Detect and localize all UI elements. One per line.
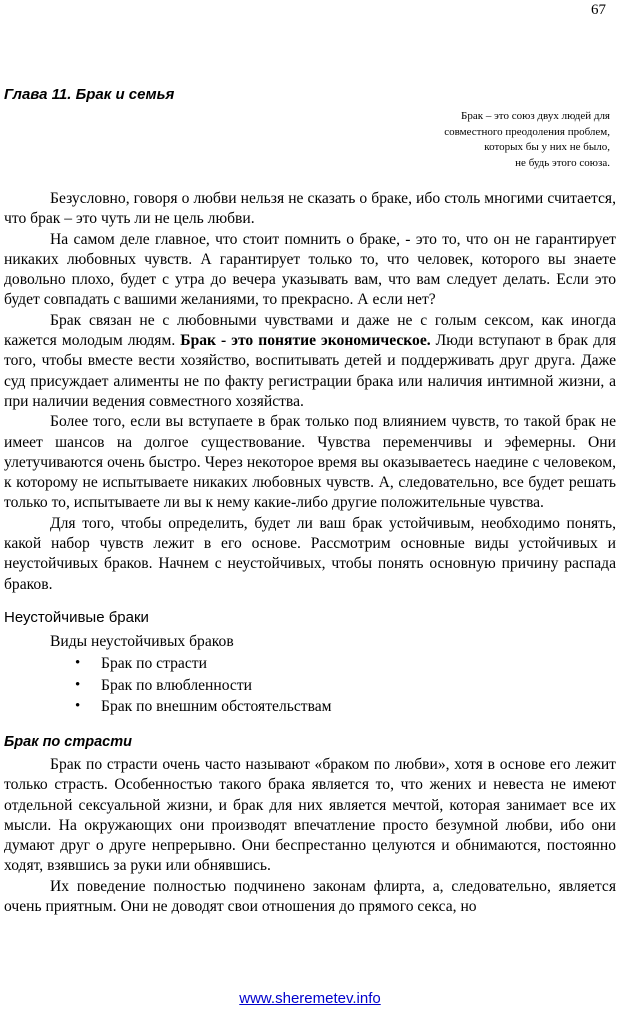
paragraph: Их поведение полностью подчинено законам флирта, а, следовательно, является очень приятным. Они не доводят свои отношения до прямого секса, но bbox=[4, 877, 616, 916]
epigraph bbox=[444, 109, 610, 172]
subsection-heading: Брак по страсти bbox=[4, 733, 133, 750]
list-item-text: Брак по внешним обстоятельствам bbox=[101, 698, 332, 716]
list-item bbox=[4, 696, 616, 718]
paragraph: Более того, если вы вступаете в брак только под влиянием чувств, то такой брак не имеет шансов на долгое существование. Чувства переменчивы и эфемерны. Они улетучиваются очень быстро. Через некоторое время вы оказываетесь наедине с человеком, к которому не испытываете никаких любовных чувств. А, следовательно, все будет решать только то, испытываете ли вы к нему какие-либо другие положительные чувства. bbox=[4, 413, 616, 512]
paragraph: Безусловно, говоря о любви нельзя не сказать о браке, ибо столь многими считается, что брак – это чуть ли не цель любви. bbox=[4, 190, 616, 228]
bullet-icon: • bbox=[75, 655, 81, 672]
chapter-title: Глава 11. Брак и семья bbox=[4, 86, 175, 103]
paragraph: Брак по страсти очень часто называют «браком по любви», хотя в основе его лежит только страсть. Особенностью такого брака является то, что жених и невеста не имеют отдельной сексуальной жизни, и брак для них является мечтой, которая занимает все их мысли. На окружающих они производят впечатление просто безумной любви, ибо они думают друг о друге непрерывно. Они беспрестанно целуются и обнимаются, постоянно ходят, взявшись за руки или обнявшись. bbox=[4, 755, 616, 875]
list-item-text: Брак по страсти bbox=[101, 655, 207, 673]
section-heading: Неустойчивые браки bbox=[4, 608, 149, 626]
list-title: Виды неустойчивых браков bbox=[50, 632, 234, 650]
page-number: 67 bbox=[591, 2, 606, 18]
epigraph-line: которых бы у них не было, bbox=[484, 141, 610, 154]
bullet-icon: • bbox=[75, 698, 81, 715]
paragraph: Для того, чтобы определить, будет ли ваш брак устойчивым, необходимо понять, какой набор чувств лежит в его основе. Рассмотрим основные виды устойчивых и неустойчивых браков. Начнем с неустойчивых, чтобы понять основную причину распада браков. bbox=[4, 514, 616, 593]
bold-statement: Брак - это понятие экономическое. bbox=[180, 332, 431, 350]
paragraph-text: Люди вступают в брак для того, чтобы вместе вести хозяйство, воспитывать детей и поддерживать друг друга. Даже суд присуждает алименты не по факту регистрации брака или наличия интимной жизни, а при наличии ведения совместного хозяйства. bbox=[4, 332, 616, 410]
epigraph-line: Брак – это союз двух людей для bbox=[461, 110, 610, 122]
bullet-list bbox=[4, 653, 616, 718]
bullet-icon: • bbox=[75, 676, 81, 693]
body-text bbox=[4, 189, 616, 917]
list-item-text: Брак по влюбленности bbox=[101, 676, 252, 694]
paragraph-text: Брак связан не с любовными чувствами и даже не с голым сексом, как иногда кажется молодым людям. bbox=[4, 311, 616, 350]
epigraph-line: не будь этого союза. bbox=[515, 157, 610, 170]
footer-website-link[interactable]: www.sheremetev.info bbox=[239, 990, 381, 1007]
list-item bbox=[4, 675, 616, 697]
paragraph: На самом деле главное, что стоит помнить о браке, - это то, что он не гарантирует никаких любовных чувств. А гарантирует только то, что человек, которого вы знаете довольно плохо, будет с утра до вечера указывать вам, что вам следует делать. Если это будет совпадать с вашими желаниями, то прекрасно. А если нет? bbox=[4, 230, 616, 309]
list-item bbox=[4, 653, 616, 675]
paragraph bbox=[4, 311, 616, 412]
epigraph-line: совместного преодоления проблем, bbox=[444, 125, 610, 138]
